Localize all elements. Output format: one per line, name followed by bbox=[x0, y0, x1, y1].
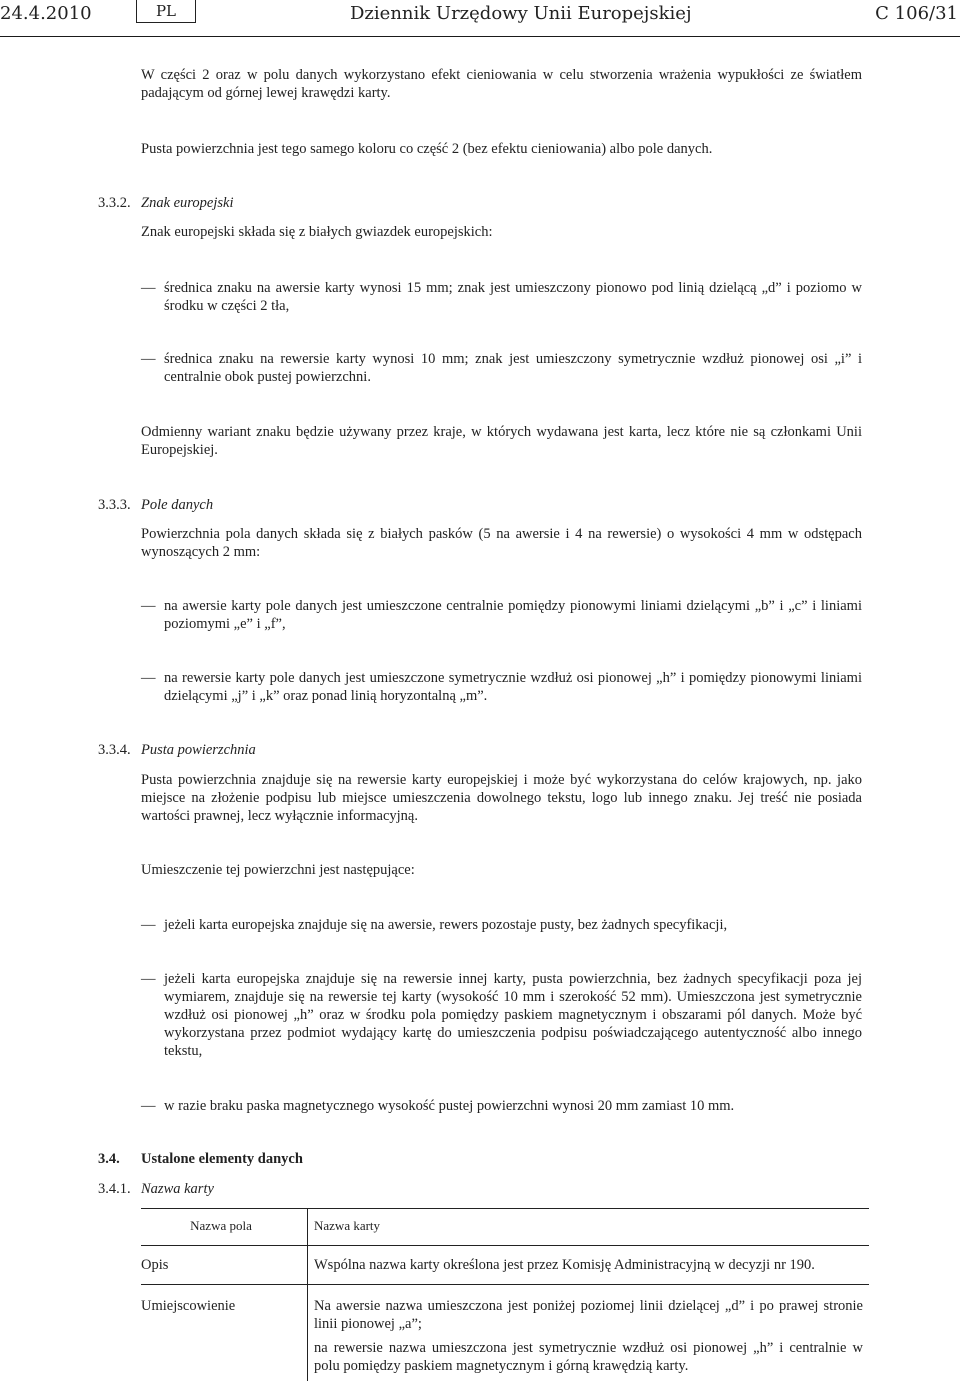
column-header-card-name: Nazwa karty bbox=[308, 1209, 870, 1246]
section-title-3-4-1: Nazwa karty bbox=[141, 1181, 214, 1197]
section-title-3-3-3: Pole danych bbox=[141, 497, 214, 513]
publication-date: 24.4.2010 bbox=[0, 3, 92, 24]
section-title-3-3-4: Pusta powierzchnia bbox=[141, 742, 256, 758]
table-row bbox=[141, 1285, 869, 1382]
column-header-field: Nazwa pola bbox=[141, 1209, 308, 1246]
section-title-3-4: Ustalone elementy danych bbox=[141, 1151, 303, 1167]
section-number-3-4-1: 3.4.1. bbox=[98, 1181, 131, 1197]
placement-front: Na awersie nazwa umieszczona jest poniżej poziomej linii dzielącej „d” i po prawej stronie linii pionowej „a”; bbox=[314, 1298, 863, 1332]
table-header-row bbox=[141, 1209, 869, 1246]
page-number: C 106/31 bbox=[875, 3, 958, 24]
card-name-table bbox=[141, 1208, 869, 1381]
section-number-3-3-3: 3.3.3. bbox=[98, 497, 131, 513]
section-para-3-3-4: Pusta powierzchnia znajduje się na rewersie karty europejskiej i może być wykorzystana do celów krajowych, np. jako miejsce na złożenie podpisu lub miejsce umieszczenia dowolnego tekstu, logo lub innego znaku. Jej treść nie posiada wartości prawnej, lecz wyłącznie informacyjną. bbox=[141, 772, 862, 824]
table-cell-field: Opis bbox=[141, 1246, 308, 1285]
section-intro-3-3-3: Powierzchnia pola danych składa się z białych pasków (5 na awersie i 4 na rewersie) o wysokości 4 mm w odstępach wynoszących 2 mm: bbox=[141, 526, 862, 560]
table-row bbox=[141, 1246, 869, 1285]
section-outro-3-3-2: Odmienny wariant znaku będzie używany przez kraje, w których wydawana jest karta, lecz które nie są członkami Unii Europejskiej. bbox=[141, 424, 862, 458]
journal-title: Dziennik Urzędowy Unii Europejskiej bbox=[350, 3, 692, 24]
page-header bbox=[0, 0, 960, 37]
paragraph-shading: W części 2 oraz w polu danych wykorzystano efekt cieniowania w celu stworzenia wrażenia wypukłości ze światłem padającym od górnej lewej krawędzi karty. bbox=[141, 67, 862, 101]
section-number-3-3-4: 3.3.4. bbox=[98, 742, 131, 758]
section-para-placement: Umieszczenie tej powierzchni jest następujące: bbox=[141, 862, 415, 878]
section-number-3-4: 3.4. bbox=[98, 1151, 120, 1167]
table-cell-value bbox=[308, 1285, 870, 1382]
section-intro-3-3-2: Znak europejski składa się z białych gwiazdek europejskich: bbox=[141, 224, 493, 240]
placement-back: na rewersie nazwa umieszczona jest symetrycznie wzdłuż osi pionowej „h” i centralnie w polu pomiędzy paskiem magnetycznym i górną krawędzią karty. bbox=[314, 1340, 863, 1374]
language-code-box: PL bbox=[136, 0, 196, 23]
paragraph-blank-area-color: Pusta powierzchnia jest tego samego koloru co część 2 (bez efektu cieniowania) albo pole danych. bbox=[141, 141, 713, 157]
section-title-3-3-2: Znak europejski bbox=[141, 195, 234, 211]
table-cell-value: Wspólna nazwa karty określona jest przez Komisję Administracyjną w decyzji nr 190. bbox=[308, 1246, 870, 1285]
table-cell-field: Umiejscowienie bbox=[141, 1285, 308, 1382]
section-number-3-3-2: 3.3.2. bbox=[98, 195, 131, 211]
